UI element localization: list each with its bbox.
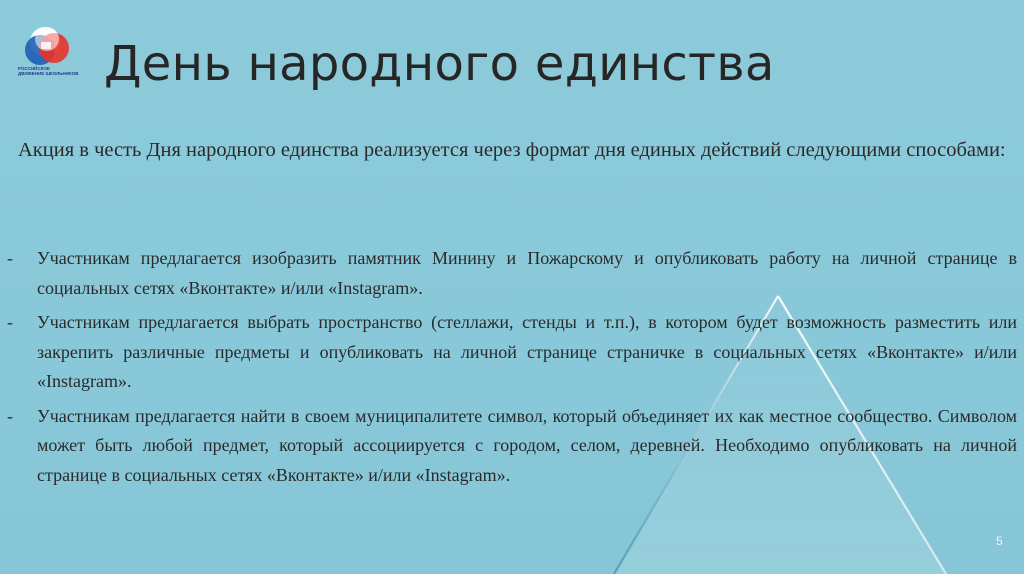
logo-line-2: ДВИЖЕНИЕ ШКОЛЬНИКОВ [18, 71, 79, 76]
bullet-text: Участникам предлагается изобразить памятник Минину и Пожарскому и опубликовать работу на личной странице в социальных сетях «Вконтакте» и/или «Instagram». [37, 248, 1017, 298]
logo-line-1: РОССИЙСКОЕ [18, 66, 50, 71]
logo-caption [18, 66, 88, 76]
bullet-item-1 [0, 244, 1017, 303]
bullet-text: Участникам предлагается найти в своем муниципалитете символ, который объединяет их как местное сообщество. Символом может быть любой предмет, который ассоциируется с городом, селом, деревней. Необходимо опубликовать на личной странице в социальных сетях «Вконтакте» и/или «Instagram». [37, 405, 1017, 485]
bullet-item-2 [0, 308, 1017, 397]
bullet-item-3 [0, 402, 1017, 491]
bullet-dash: - [7, 405, 13, 426]
bullet-list [0, 244, 1024, 495]
intro-paragraph: Акция в честь Дня народного единства реализуется через формат дня единых действий следующими способами: [18, 139, 1006, 161]
bullet-dash: - [7, 312, 13, 332]
bullet-text: Участникам предлагается выбрать пространство (стеллажи, стенды и т.п.), в котором будет возможность разместить или закрепить различные предметы и опубликовать на личной странице страничке в социальных сетях «Вконтакте» и/или «Instagram». [37, 312, 1017, 391]
page-number: 5 [996, 534, 1003, 548]
slide-title: День народного единства [104, 36, 775, 92]
bullet-dash: - [7, 248, 13, 268]
